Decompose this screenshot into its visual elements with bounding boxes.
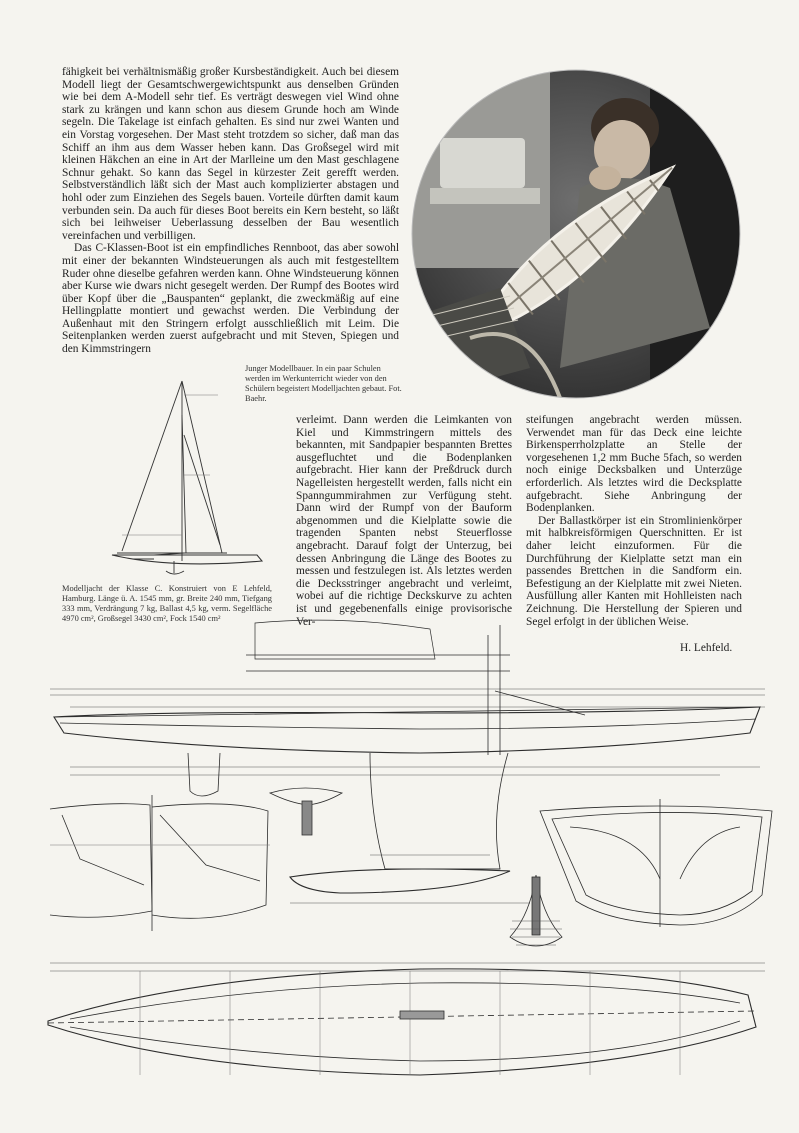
author-signature: H. Lehfeld. [680,642,733,654]
paragraph: steifungen angebracht werden müssen. Verwendet man für das Deck eine leichte Birkensperrholzplatte an Stelle der vorgesehenen 1,2 mm Buche 5fach, so werden noch einige Decksbalken und Unterzüge erforderlich. Als letztes wird die Decksplatte aufgebracht. Siehe Anbringung der Bodenplanken. [526,414,742,515]
sail-plan-drawing [62,375,272,580]
paragraph: verleimt. Dann werden die Leimkanten von Kiel und Kimmstringern mittels des bekannten, mit Sandpapier bespannten Brettes ausgefluchtet und die Bodenplanken aufgebracht. Hier kann der Preßdruck durch Nagelleisten hergestellt werden, falls nicht ein Spanngummirahmen zur Verfügung steht. Dann wird der Rumpf von der Bauform abgenommen und die Kielplatte sowie die tragenden Spanten nebst Steuerflosse angebracht. Darauf folgt der Unterzug, bei dessen Anbringung die Länge des Bootes zu messen und festzulegen ist. Als letztes werden die Decksstringer angebracht und verleimt, wobei auf die richtige Deckskurve zu achten ist und gegebenenfalls einige provisorische Ver- [296,414,512,628]
article-column-3 [526,414,742,628]
photo-young-model-builder [410,68,742,400]
article-column-2 [296,414,512,628]
construction-plan-drawing [40,615,780,1113]
article-column-1 [62,66,399,356]
photo-caption: Junger Modellbauer. In ein paar Schulen werden im Werkunterricht wieder von den Schülern begeistert Modelljachten gebaut. Fot. Baehr. [245,364,402,403]
paragraph: Der Ballastkörper ist ein Stromlinienkörper mit halbkreisförmigen Querschnitten. Er ist daher leicht einzuformen. Für die Durchführung der Kielplatte setzt man ein passendes Brettchen in die Sandform ein. Befestigung an der Kielplatte mit zwei Nieten. Ausfüllung aller Kanten mit Hohlleisten nach Zeichnung. Die Herstellung der Spieren und Segel erfolgt in der üblichen Weise. [526,514,742,628]
paragraph: fähigkeit bei verhältnismäßig großer Kursbeständigkeit. Auch bei diesem Modell liegt der Gesamtschwergewichtspunkt aus denselben Gründen wie bei dem A-Modell sehr tief. Es verträgt deswegen viel Wind ohne stark zu krängen und kann schon aus diesem Grunde hoch am Winde segeln. Die Takelage ist einfach gehalten. Es sind nur zwei Wanten und ein Vorstag vorgesehen. Der Mast steht trotzdem so sicher, daß man das Schiff an ihm aus dem Wasser heben kann. Das Großsegel wird mit kleinen Häkchen an eine in Art der Marlleine um den Mast geschlagene Schnur gehakt. So kann das Segel in kürzester Zeit gerefft werden. Selbstverständlich läßt sich der Mast auch komplizierter abstagen und hohl oder zum Einziehen des Segels bauen. Vorteile dürften damit kaum verbunden sein. Da auch für dieses Boot bereits ein Kern besteht, so läßt sich bei leihweiser Ueberlassung desselben der Bau wesentlich vereinfachen und verbilligen. [62,66,399,242]
paragraph: Das C-Klassen-Boot ist ein empfindliches Rennboot, das aber sowohl mit einer der bekannten Windsteuerungen als auch mit festgestelltem Ruder ohne dieselbe gefahren werden kann. Ohne Windsteuerung können aber Kurse wie dwars nicht gesegelt werden. Der Rumpf des Bootes wird über Kopf über die „Bauspanten“ geplankt, die zweckmäßig auf eine Hellingplatte montiert und gewachst werden. Die Verbindung der Außenhaut mit den Stringern erfolgt ausschließlich mit Leim. Die Seitenplanken werden zuerst aufgebracht und mit Steven, Spiegen und den Kimmstringern [62,242,399,356]
sail-plan-caption: Modelljacht der Klasse C. Konstruiert von E Lehfeld, Hamburg. Länge ü. A. 1545 mm, gr. Breite 240 mm, Tiefgang 333 mm, Verdrängung 7 kg, Ballast 4,5 kg, verm. Segelfläche 4970 cm², Großsegel 3430 cm², Fock 1540 cm² [62,584,272,623]
